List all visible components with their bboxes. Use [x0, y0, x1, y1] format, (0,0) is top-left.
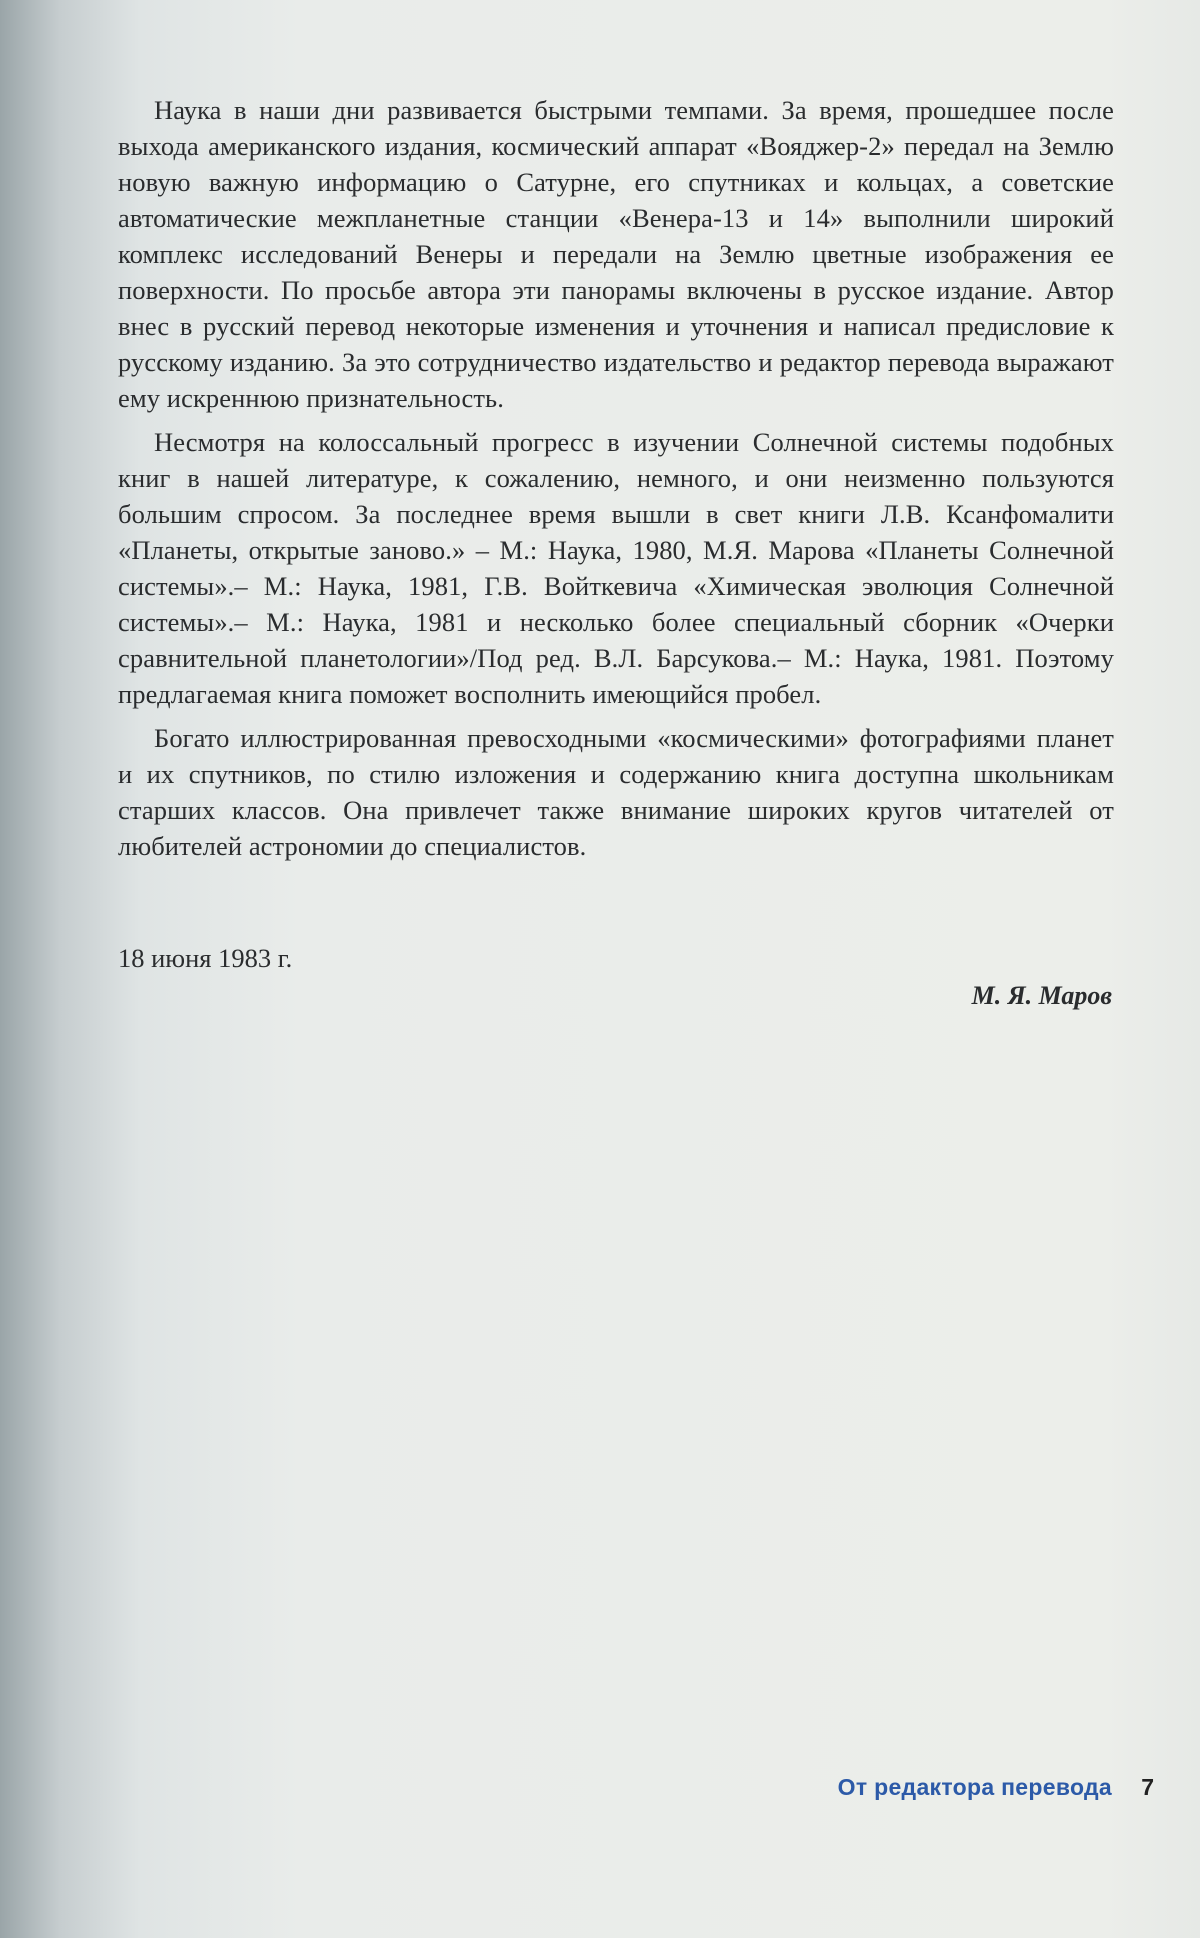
preface-text	[118, 92, 1114, 872]
page-footer	[0, 1774, 1200, 1814]
paragraph-1: Наука в наши дни развивается быстрыми темпами. За время, прошедшее после выхода американского издания, космический аппарат «Вояджер-2» передал на Землю новую важную информацию о Сатурне, его спутниках и кольцах, а советские автоматические межпланетные станции «Венера-13 и 14» выполнили широкий комплекс исследований Венеры и передали на Землю цветные изображения ее поверхности. По просьбе автора эти панорамы включены в русское издание. Автор внес в русский перевод некоторые изменения и уточнения и написал предисловие к русскому изданию. За это сотрудничество издательство и редактор перевода выражают ему искреннюю признательность.	[118, 95, 1114, 413]
page-number: 7	[1141, 1774, 1154, 1800]
author-signature: М. Я. Маров	[971, 981, 1112, 1010]
paragraph-3: Богато иллюстрированная превосходными «космическими» фотографиями планет и их спутников, по стилю изложения и содержанию книга доступна школьникам старших классов. Она привлечет также внимание широких кругов читателей от любителей астрономии до специалистов.	[118, 723, 1114, 861]
running-footer-title: От редактора перевода	[837, 1774, 1112, 1800]
paragraph-2: Несмотря на колоссальный прогресс в изучении Солнечной системы подобных книг в нашей литературе, к сожалению, немного, и они неизменно пользуются большим спросом. За последнее время вышли в свет книги Л.В. Ксанфомалити «Планеты, открытые заново.» – М.: Наука, 1980, М.Я. Марова «Планеты Солнечной системы».– М.: Наука, 1981, Г.В. Войткевича «Химическая эволюция Солнечной системы».– М.: Наука, 1981 и несколько более специальный сборник «Очерки сравнительной планетологии»/Под ред. В.Л. Барсукова.– М.: Наука, 1981. Поэтому предлагаемая книга поможет восполнить имеющийся пробел.	[118, 427, 1114, 709]
preface-date: 18 июня 1983 г.	[118, 943, 293, 973]
